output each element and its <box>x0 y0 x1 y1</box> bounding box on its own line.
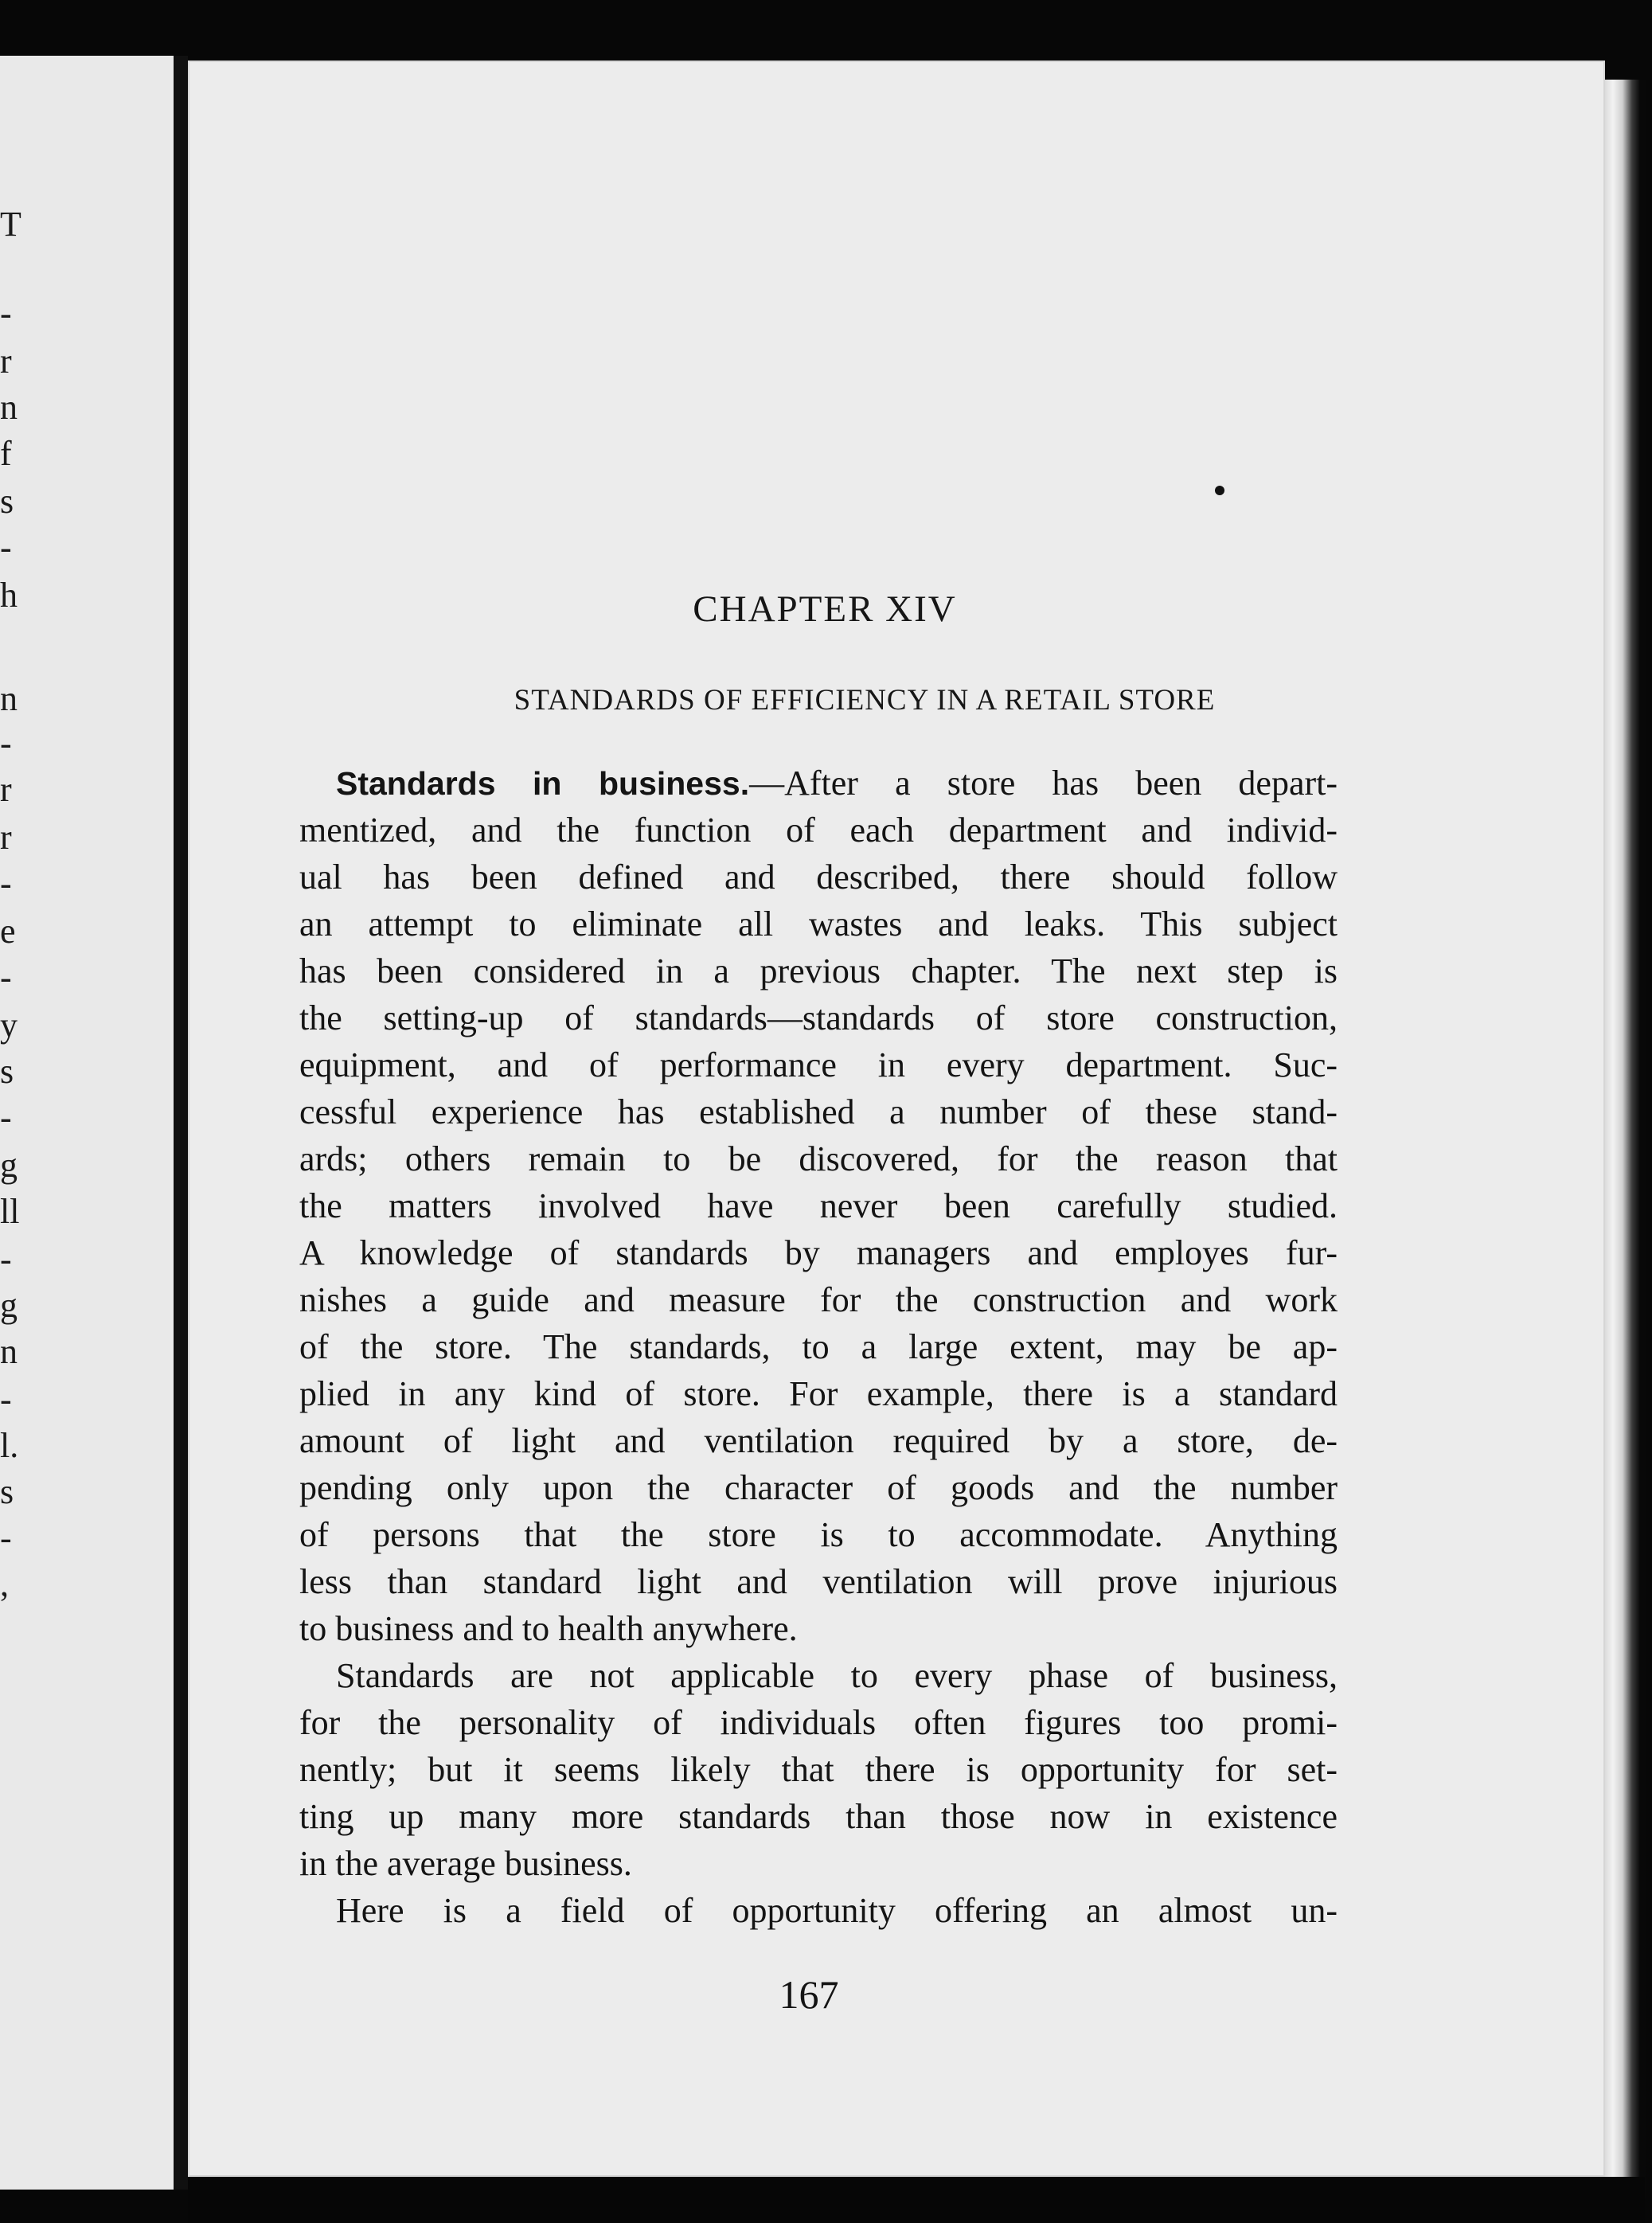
text-line: plied in any kind of store. For example, there is a standard <box>299 1374 1338 1413</box>
text-line: equipment, and of performance in every department. Suc- <box>299 1045 1338 1084</box>
text-line: an attempt to eliminate all wastes and leaks. This subject <box>299 904 1338 944</box>
text-line: mentized, and the function of each department and individ- <box>299 811 1338 850</box>
left-margin-char: n <box>0 1332 18 1371</box>
left-margin-char: r <box>0 818 12 857</box>
left-margin-char: - <box>0 294 12 333</box>
left-margin-char: ll <box>0 1192 20 1231</box>
text-line: pending only upon the character of goods and the number <box>299 1468 1338 1507</box>
left-margin-char: n <box>0 388 18 427</box>
chapter-subtitle: STANDARDS OF EFFICIENCY IN A RETAIL STORE <box>514 684 1216 717</box>
body-text <box>299 760 1338 1934</box>
text-line: of persons that the store is to accommodate. Anything <box>299 1515 1338 1554</box>
left-margin-char: h <box>0 576 18 615</box>
left-margin-char: y <box>0 1006 18 1045</box>
text-line: in the average business. <box>299 1844 632 1883</box>
left-margin-char: - <box>0 958 12 997</box>
text-line-content: —After a store has been depart- <box>749 764 1338 803</box>
left-margin-char: s <box>0 482 14 521</box>
page-number: 167 <box>779 1972 839 2017</box>
text-line: Here is a field of opportunity offering an almost un- <box>336 1891 1338 1930</box>
left-margin-char: r <box>0 770 12 809</box>
left-margin-char: g <box>0 1286 18 1325</box>
text-line: the matters involved have never been carefully studied. <box>299 1186 1338 1225</box>
left-margin-char: , <box>0 1565 9 1604</box>
text-line: for the personality of individuals often figures too promi- <box>299 1703 1338 1742</box>
text-line: of the store. The standards, to a large extent, may be ap- <box>299 1327 1338 1366</box>
text-line: A knowledge of standards by managers and employes fur- <box>299 1233 1338 1272</box>
left-margin-char: T <box>0 205 21 244</box>
text-line: nently; but it seems likely that there is opportunity for set- <box>299 1750 1338 1789</box>
text-line: nishes a guide and measure for the construction and work <box>299 1280 1338 1319</box>
text-line: amount of light and ventilation required by a store, de- <box>299 1421 1338 1460</box>
left-margin-char: - <box>0 528 12 567</box>
scan-bottom-border <box>188 2177 1645 2223</box>
left-margin-char: s <box>0 1052 14 1091</box>
left-margin-char: - <box>0 1098 12 1137</box>
ink-speck <box>1215 486 1224 495</box>
text-line <box>299 760 1338 807</box>
left-margin-char: - <box>0 1380 12 1419</box>
left-margin-char: - <box>0 1518 12 1557</box>
left-margin-char: g <box>0 1146 18 1185</box>
text-line: ual has been defined and described, there should follow <box>299 858 1338 897</box>
text-line: less than standard light and ventilation will prove injurious <box>299 1562 1338 1601</box>
left-margin-char: r <box>0 342 12 381</box>
section-lead-in: Standards in business. <box>336 765 750 802</box>
left-margin-char: - <box>0 1240 12 1279</box>
left-margin-char: s <box>0 1472 14 1511</box>
left-margin-char: e <box>0 912 16 951</box>
chapter-title: CHAPTER XIV <box>693 588 957 630</box>
text-line: cessful experience has established a number of these stand- <box>299 1092 1338 1131</box>
left-page-fragment <box>0 56 174 2190</box>
left-margin-char: f <box>0 434 12 473</box>
text-line: Standards are not applicable to every phase of business, <box>336 1656 1338 1695</box>
text-line: to business and to health anywhere. <box>299 1609 798 1648</box>
left-margin-char: - <box>0 864 12 903</box>
left-margin-char: - <box>0 724 12 763</box>
page-gutter <box>174 56 188 2190</box>
text-line: has been considered in a previous chapter. The next step is <box>299 951 1338 990</box>
text-line: the setting-up of standards—standards of store construction, <box>299 998 1338 1037</box>
left-margin-char: l. <box>0 1426 19 1465</box>
text-line: ards; others remain to be discovered, for the reason that <box>299 1139 1338 1178</box>
text-line: ting up many more standards than those now in existence <box>299 1797 1338 1836</box>
left-margin-char: n <box>0 679 18 718</box>
page-stack-edge <box>1605 80 1646 2198</box>
left-page-text-edge <box>0 56 48 2190</box>
